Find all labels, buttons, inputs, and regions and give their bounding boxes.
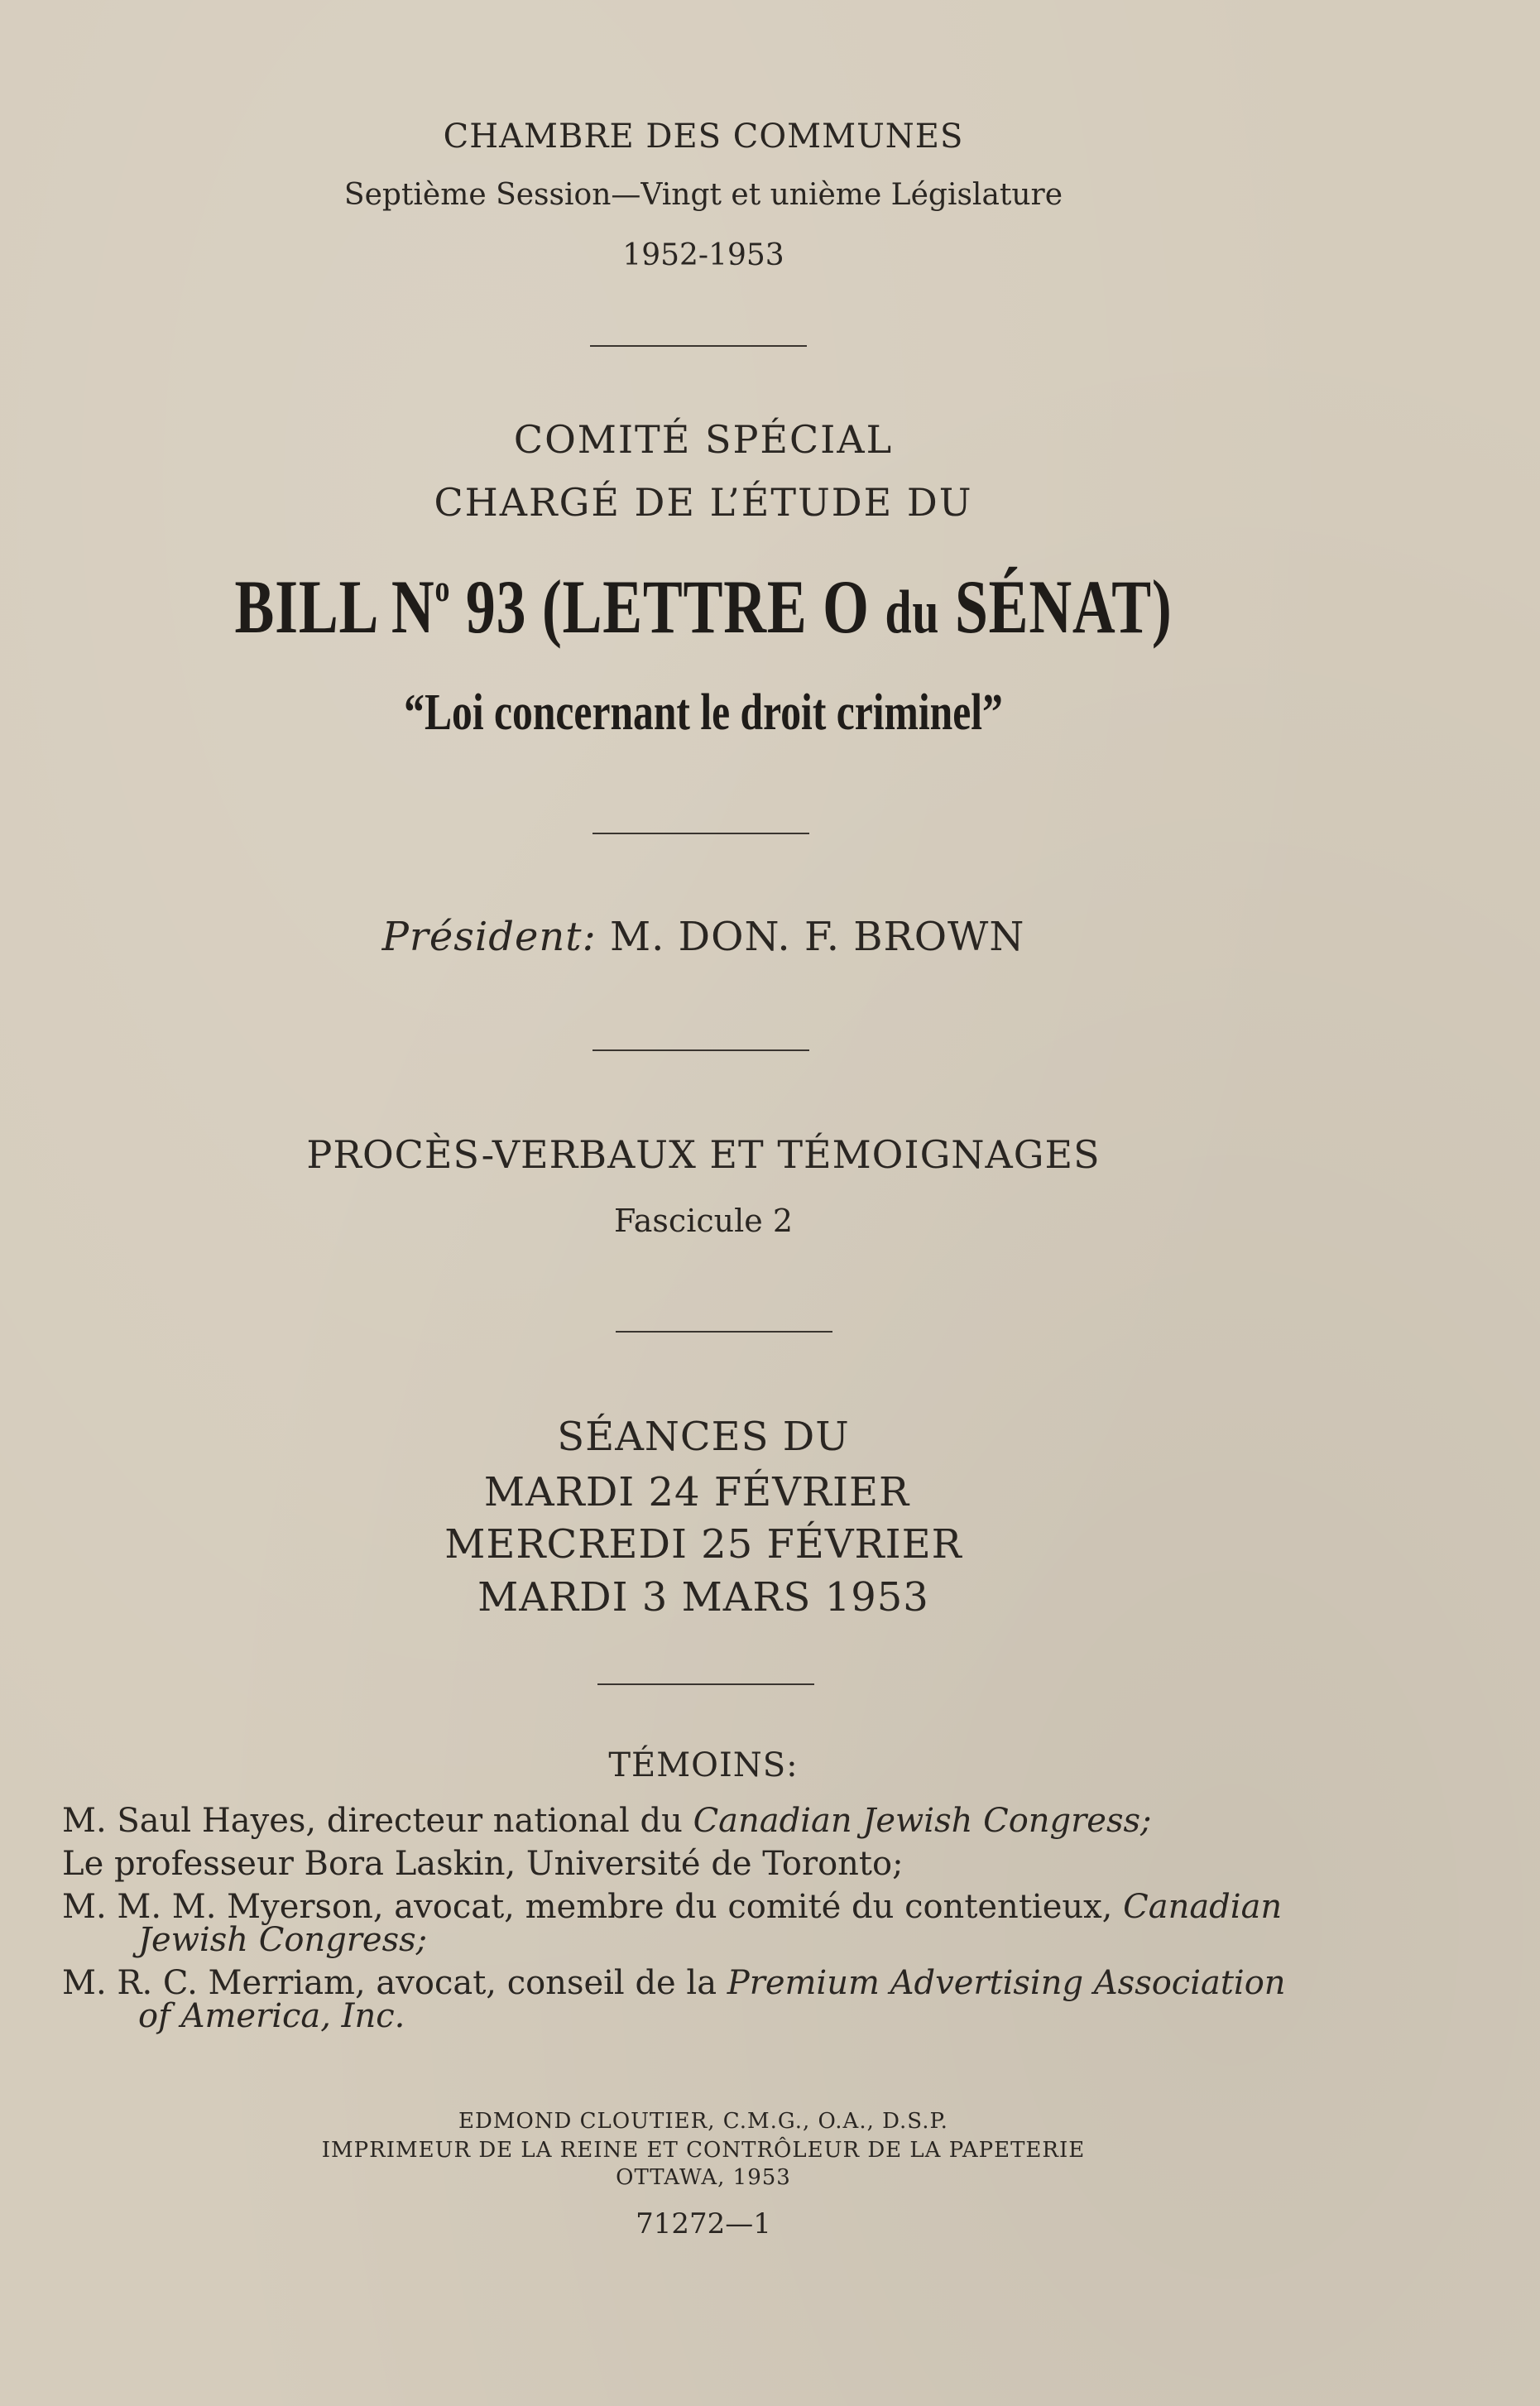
chamber-heading: CHAMBRE DES COMMUNES <box>443 118 964 156</box>
committee-line-2: CHARGÉ DE L’ÉTUDE DU <box>434 480 973 525</box>
printer-line-3: OTTAWA, 1953 <box>616 2165 791 2190</box>
sitting-date-2: MERCREDI 25 FÉVRIER <box>444 1521 962 1568</box>
years-line: 1952-1953 <box>622 238 784 272</box>
bill-subtitle: “Loi concernant le droit criminel” <box>404 684 1003 741</box>
president-line: Président: M. DON. F. BROWN <box>381 914 1025 960</box>
bill-title: BILL $N^o$ 93 (LETTRE O du SÉNAT) <box>234 564 1173 649</box>
sitting-date-3: MARDI 3 MARS 1953 <box>477 1574 929 1621</box>
witness-2: Le professeur Bora Laskin, Université de Toronto; <box>62 1845 904 1883</box>
divider-4 <box>616 1331 832 1333</box>
sittings-title: SÉANCES DU <box>557 1414 850 1460</box>
witnesses-title: TÉMOINS: <box>608 1746 799 1784</box>
session-line: Septième Session—Vingt et unième Législature <box>343 178 1063 212</box>
divider-5 <box>597 1683 814 1685</box>
sitting-date-1: MARDI 24 FÉVRIER <box>483 1469 910 1515</box>
printer-line-1: EDMOND CLOUTIER, C.M.G., O.A., D.S.P. <box>458 2109 948 2134</box>
divider-1 <box>590 345 807 347</box>
divider-3 <box>592 1049 809 1051</box>
witness-3: M. M. M. Myerson, avocat, membre du comité du contentieux, Canadian Jewish Congress; <box>62 1888 1283 1959</box>
proceedings-title: PROCÈS-VERBAUX ET TÉMOIGNAGES <box>306 1132 1101 1177</box>
document-number: 71272—1 <box>636 2207 771 2240</box>
printer-line-2: IMPRIMEUR DE LA REINE ET CONTRÔLEUR DE LA PAPETERIE <box>321 2138 1086 2163</box>
committee-line-1: COMITÉ SPÉCIAL <box>513 417 894 462</box>
witness-4: M. R. C. Merriam, avocat, conseil de la Premium Advertising Association of America, Inc. <box>62 1964 1286 2035</box>
witness-1: M. Saul Hayes, directeur national du Canadian Jewish Congress; <box>62 1802 1152 1840</box>
divider-2 <box>592 833 809 834</box>
fascicule-line: Fascicule 2 <box>613 1203 794 1239</box>
